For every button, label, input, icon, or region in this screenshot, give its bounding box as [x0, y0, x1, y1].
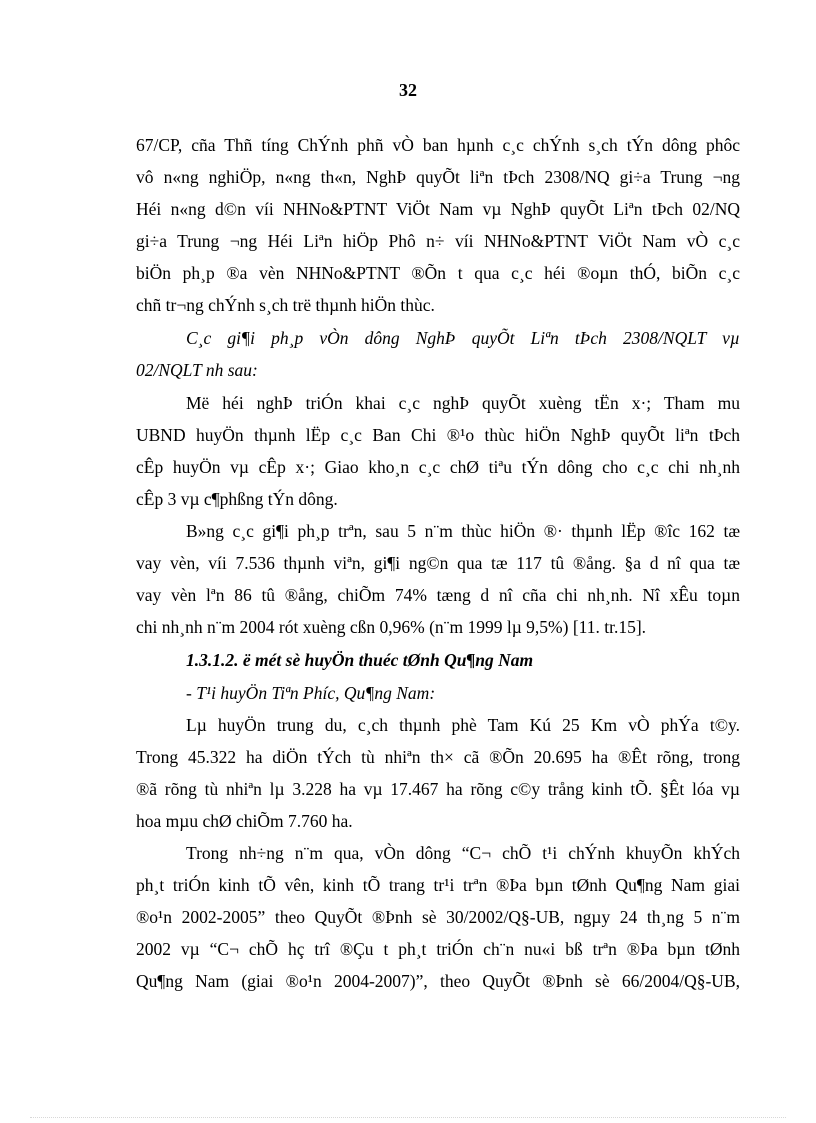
text-line: Héi n«ng d©n víi NHNo&PTNT ViÖt Nam vµ NghÞ quyÕt Liªn tÞch 02/NQ: [136, 199, 740, 219]
text-line: vô n«ng nghiÖp, n«ng th«n, NghÞ quyÕt liªn tÞch 2308/NQ gi÷a Trung ¬ng: [136, 167, 740, 187]
text-line: hoa mµu chØ chiÕm 7.760 ha.: [136, 811, 353, 831]
page-bottom-rule: [30, 1117, 786, 1118]
text-line: Qu¶ng Nam (giai ®o¹n 2004-2007)”, theo QuyÕt ®Þnh sè 66/2004/Q§-UB,: [136, 971, 740, 991]
text-line: 02/NQLT nh sau:: [136, 360, 258, 380]
text-line: 67/CP, cña Thñ tíng ChÝnh phñ vÒ ban hµnh c¸c chÝnh s¸ch tÝn dông phôc: [136, 135, 740, 155]
text-line: UBND huyÖn thµnh lËp c¸c Ban Chi ®¹o thùc hiÖn NghÞ quyÕt liªn tÞch: [136, 425, 740, 445]
text-line: biÖn ph¸p ®a vèn NHNo&PTNT ®Õn t qua c¸c héi ®oµn thÓ, biÕn c¸c: [136, 263, 740, 283]
text-line: gi÷a Trung ¬ng Héi Liªn hiÖp Phô n÷ víi NHNo&PTNT ViÖt Nam vÒ c¸c: [136, 231, 740, 251]
text-line: ®o¹n 2002-2005” theo QuyÕt ®Þnh sè 30/2002/Q§-UB, ngµy 24 th¸ng 5 n¨m: [136, 907, 740, 927]
text-line: vay vèn lªn 86 tû ®ång, chiÕm 74% tæng d nî cña chi nh¸nh. Nî xÊu toµn: [136, 585, 740, 605]
text-line: C¸c gi¶i ph¸p vÒn dông NghÞ quyÕt Liªn tÞch 2308/NQLT vµ: [186, 328, 740, 348]
page-number: 32: [399, 80, 417, 100]
text-line: chi nh¸nh n¨m 2004 rót xuèng cßn 0,96% (n¨m 1999 lµ 9,5%) [11. tr.15].: [136, 617, 647, 637]
text-line: 2002 vµ “C¬ chÕ hç trî ®Çu t ph¸t triÓn ch¨n nu«i bß trªn ®Þa bµn tØnh: [136, 939, 740, 959]
text-line: Lµ huyÖn trung du, c¸ch thµnh phè Tam Kú 25 Km vÒ phÝa t©y.: [186, 715, 740, 735]
text-line: B»ng c¸c gi¶i ph¸p trªn, sau 5 n¨m thùc hiÖn ®· thµnh lËp ®îc 162 tæ: [186, 521, 740, 541]
text-line: cÊp 3 vµ c¶phßng tÝn dông.: [136, 489, 338, 509]
section-heading: 1.3.1.2. ë mét sè huyÖn thuéc tØnh Qu¶ng Nam: [186, 650, 534, 670]
text-line: ®ã rõng tù nhiªn lµ 3.228 ha vµ 17.467 ha rõng c©y trång kinh tÕ. §Êt lóa vµ: [136, 779, 740, 799]
text-line: vay vèn, víi 7.536 thµnh viªn, gi¶i ng©n qua tæ 117 tû ®ång. §a d nî qua tæ: [136, 553, 740, 573]
text-line: Trong nh÷ng n¨m qua, vÒn dông “C¬ chÕ t¹i chÝnh khuyÕn khÝch: [186, 843, 740, 863]
text-line: ph¸t triÓn kinh tÕ vên, kinh tÕ trang tr¹i trªn ®Þa bµn tØnh Qu¶ng Nam giai: [136, 875, 740, 895]
text-line: Trong 45.322 ha diÖn tÝch tù nhiªn th× cã ®Õn 20.695 ha ®Êt rõng, trong: [136, 747, 740, 767]
text-line: Më héi nghÞ triÓn khai c¸c nghÞ quyÕt xuèng tËn x·; Tham mu: [186, 393, 740, 413]
text-line: cÊp huyÖn vµ cÊp x·; Giao kho¸n c¸c chØ tiªu tÝn dông cho c¸c chi nh¸nh: [136, 457, 740, 477]
subheading: - T¹i huyÖn Tiªn Phíc, Qu¶ng Nam:: [186, 683, 436, 703]
text-line: chñ tr¬ng chÝnh s¸ch trë thµnh hiÖn thùc.: [136, 295, 435, 315]
